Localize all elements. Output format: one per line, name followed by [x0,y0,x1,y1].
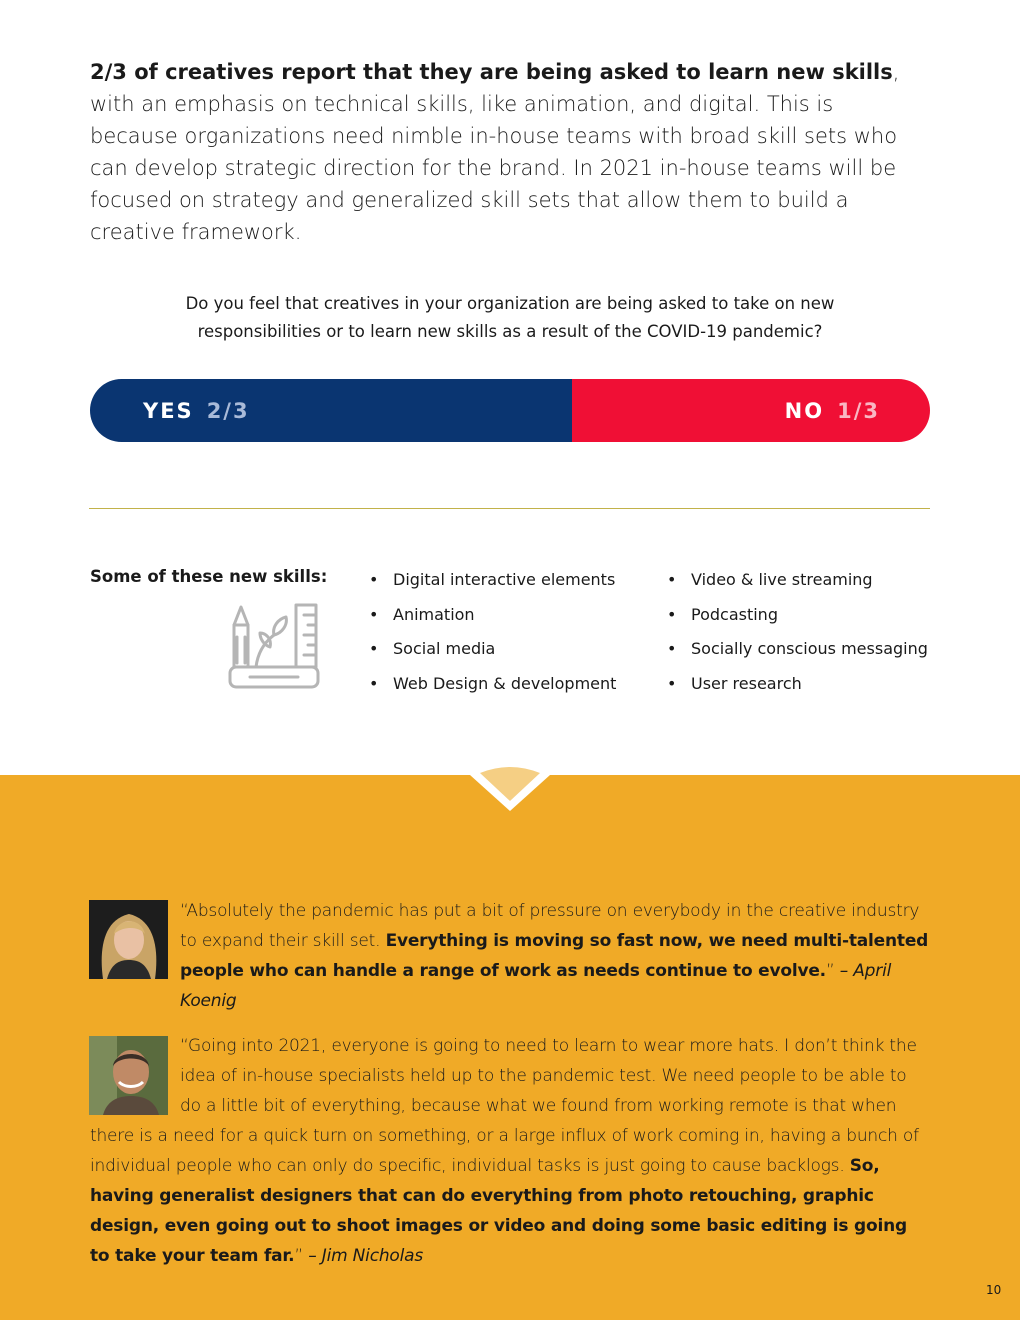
skill-item: • Socially conscious messaging [667,635,928,670]
yes-label: YES [143,398,194,423]
quote-close: ” [825,961,840,981]
quote-attribution: – April Koenig [180,961,892,1011]
no-segment [572,379,930,442]
quote-april-koenig [180,896,930,1016]
avatar-april-koenig [89,900,168,979]
skill-list-column-2 [667,566,928,704]
question-line-2: responsibilities or to learn new skills as a result of the COVID-19 pandemic? [197,322,823,341]
quote-attribution: – Jim Nicholas [308,1246,424,1266]
intro-bold: 2/3 of creatives report that they are being asked to learn new skills [90,60,893,84]
quote-text: “Going into 2021, everyone is going to need to learn to wear more hats. I don’t think the idea of in-house specialists held up to the pandemic test. We need people to be able to do a little bit of everything, because what we found from working remote is that when there is a need for a quick turn on something, or a large influx of work coming in, having a bunch of individual people who can only do specific, individual tasks is just going to cause backlogs. [90,1036,919,1176]
quote-close: ” [294,1246,309,1266]
quote-emphasis: So, having generalist designers that can do everything from photo retouching, graphic design, even going out to shoot images or video and doing some basic editing is going to take your team far. [90,1156,907,1266]
question-line-1: Do you feel that creatives in your organization are being asked to take on new [185,294,835,313]
skill-item: • Digital interactive elements [369,566,616,601]
design-tools-icon [226,601,322,691]
yes-value: 2/3 [206,398,250,423]
chevron-down-icon [470,765,550,813]
quote-text: “Absolutely the pandemic has put a bit of pressure on everybody in the creative industry to expand their skill set. [180,901,920,951]
survey-result-bar [90,379,930,442]
skills-label: Some of these new skills: [90,567,328,586]
skill-item: • Animation [369,601,616,636]
skill-item: • Web Design & development [369,670,616,705]
intro-paragraph [90,56,920,248]
section-divider [89,508,930,509]
no-label: NO [784,398,825,423]
survey-question [90,290,930,346]
no-value: 1/3 [837,398,880,423]
skill-item: • Podcasting [667,601,928,636]
skill-item: • User research [667,670,928,705]
skill-item: • Video & live streaming [667,566,928,601]
intro-rest: , with an emphasis on technical skills, like animation, and digital. This is because organizations need nimble in-house teams with broad skill sets who can develop strategic direction for the brand. In 2021 in-house teams will be focused on strategy and generalized skill sets that allow them to build a creative framework. [90,60,900,244]
page-number: 10 [986,1283,1002,1297]
quote-jim-nicholas [90,1031,930,1271]
yes-segment [90,379,572,442]
skill-list-column-1 [369,566,616,704]
skill-item: • Social media [369,635,616,670]
quote-emphasis: Everything is moving so fast now, we need multi-talented people who can handle a range of work as needs continue to evolve. [180,931,929,981]
